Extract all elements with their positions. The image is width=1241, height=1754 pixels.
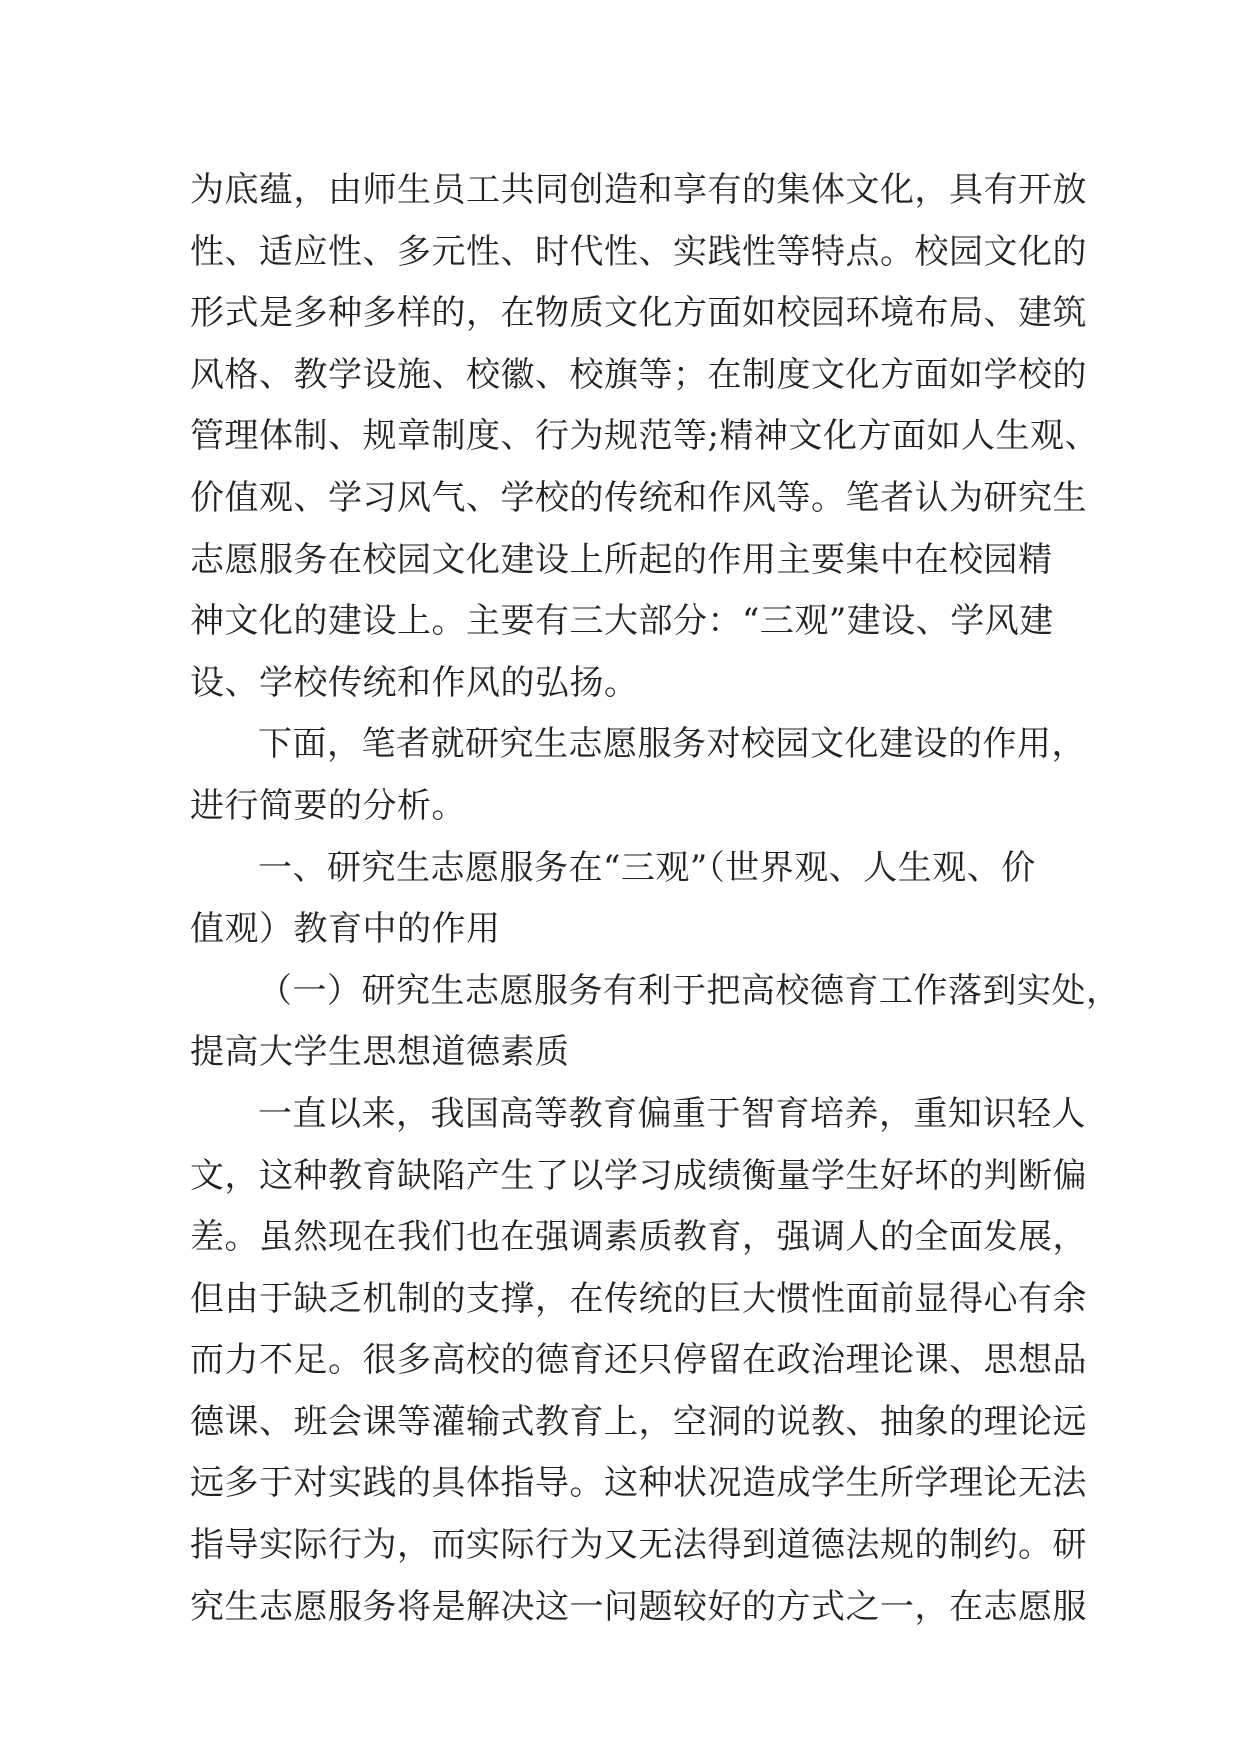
paragraph-line: 但由于缺乏机制的支撑，在传统的巨大惯性面前显得心有余 <box>190 1278 1087 1319</box>
subsection-heading-line: （一）研究生志愿服务有利于把高校德育工作落到实处， <box>258 970 1121 1011</box>
section-heading-line: 值观）教育中的作用 <box>190 909 501 950</box>
paragraph-line: 而力不足。很多高校的德育还只停留在政治理论课、思想品 <box>190 1340 1087 1381</box>
paragraph-line: 差。虽然现在我们也在强调素质教育，强调人的全面发展， <box>190 1217 1087 1258</box>
paragraph-line: 为底蕴，由师生员工共同创造和享有的集体文化，具有开放 <box>190 170 1087 210</box>
section-heading-line: 一、研究生志愿服务在“三观”（世界观、人生观、价 <box>258 847 1036 888</box>
paragraph-line: 进行简要的分析。 <box>190 785 466 826</box>
paragraph-line: 管理体制、规章制度、行为规范等;精神文化方面如人生观、 <box>190 416 1099 457</box>
body-text <box>190 160 1121 1638</box>
paragraph-line: 性、适应性、多元性、时代性、实践性等特点。校园文化的 <box>190 231 1087 272</box>
paragraph-line: 远多于对实践的具体指导。这种状况造成学生所学理论无法 <box>190 1463 1087 1504</box>
paragraph-line: 设、学校传统和作风的弘扬。 <box>190 662 639 703</box>
paragraph-line: 形式是多种多样的，在物质文化方面如校园环境布局、建筑 <box>190 293 1087 334</box>
paragraph-line: 指导实际行为，而实际行为又无法得到道德法规的制约。研 <box>190 1525 1087 1566</box>
paragraph-line: 究生志愿服务将是解决这一问题较好的方式之一，在志愿服 <box>190 1586 1087 1627</box>
subsection-heading-line: 提高大学生思想道德素质 <box>190 1032 570 1073</box>
paragraph-line: 志愿服务在校园文化建设上所起的作用主要集中在校园精 <box>190 539 1053 580</box>
paragraph-line: 德课、班会课等灌输式教育上，空洞的说教、抽象的理论远 <box>190 1401 1087 1442</box>
paragraph-line: 价值观、学习风气、学校的传统和作风等。笔者认为研究生 <box>190 477 1087 518</box>
paragraph-line: 神文化的建设上。主要有三大部分：“三观”建设、学风建 <box>190 601 1054 642</box>
paragraph-line: 下面，笔者就研究生志愿服务对校园文化建设的作用， <box>258 724 1086 765</box>
paragraph-line: 文，这种教育缺陷产生了以学习成绩衡量学生好坏的判断偏 <box>190 1155 1087 1196</box>
paragraph-line: 风格、教学设施、校徽、校旗等；在制度文化方面如学校的 <box>190 354 1087 395</box>
paragraph-line: 一直以来，我国高等教育偏重于智育培养，重知识轻人 <box>258 1093 1086 1134</box>
